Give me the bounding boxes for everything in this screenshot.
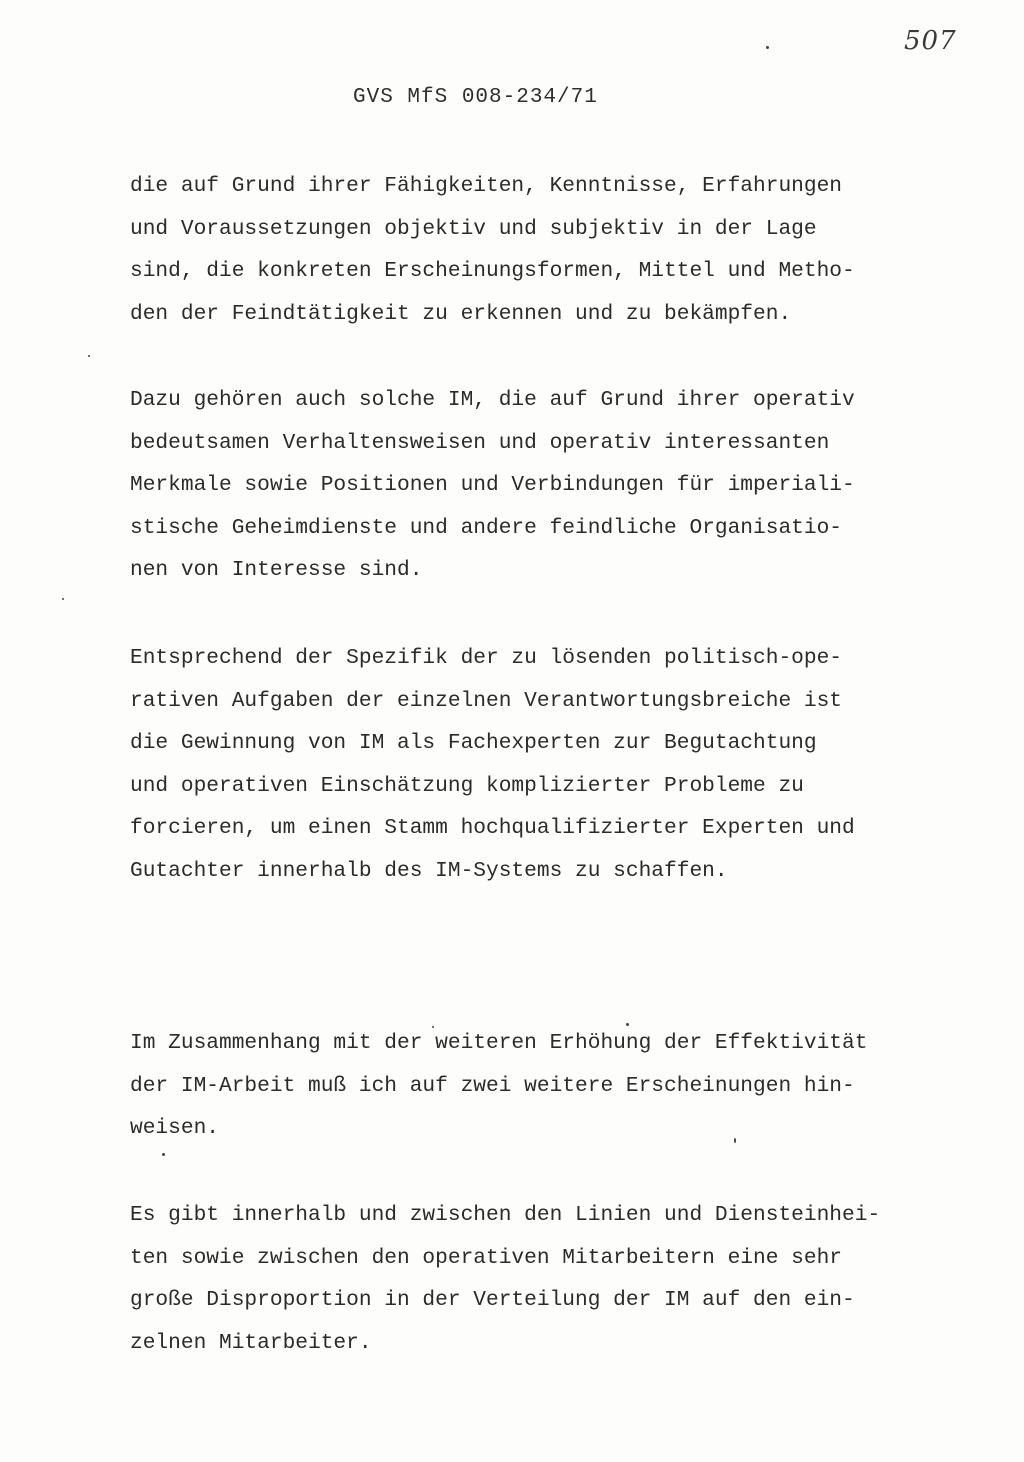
text-line: Merkmale sowie Positionen und Verbindungen für imperiali- [130, 473, 855, 497]
text-line: rativen Aufgaben der einzelnen Verantwortungsbreiche ist [130, 688, 843, 713]
text-line: die Gewinnung von IM als Fachexperten zur Begutachtung [130, 731, 817, 755]
text-line: Entsprechend der Spezifik der zu lösenden politisch-ope- [130, 646, 843, 670]
page-number: 507 [904, 26, 957, 56]
text-line: sind, die konkreten Erscheinungsformen, Mittel und Metho- [130, 259, 855, 283]
scan-speck [62, 598, 64, 600]
scan-speck [734, 1138, 736, 1143]
paragraph-1 [130, 165, 855, 335]
document-reference: GVS MfS 008-234/71 [353, 86, 598, 109]
text-line: weisen. [130, 1116, 220, 1140]
scan-speck [432, 1026, 434, 1028]
paragraph-5 [130, 1194, 880, 1364]
scan-speck [88, 355, 90, 357]
paragraph-3 [130, 637, 855, 892]
text-line: die auf Grund ihrer Fähigkeiten, Kenntnisse, Erfahrungen [130, 174, 843, 198]
scan-speck [162, 1153, 165, 1156]
text-line: nen von Interesse sind. [130, 558, 423, 582]
paragraph-4 [130, 1022, 867, 1150]
text-line: forcieren, um einen Stamm hochqualifizierter Experten und [130, 816, 855, 840]
text-line: bedeutsamen Verhaltensweisen und operativ interessanten [130, 430, 830, 455]
text-line: Es gibt innerhalb und zwischen den Linien und Diensteinhei- [130, 1203, 881, 1227]
text-line: ten sowie zwischen den operativen Mitarbeitern eine sehr [130, 1245, 843, 1270]
text-line: und Voraussetzungen objektiv und subjektiv in der Lage [130, 216, 817, 241]
paragraph-2 [130, 379, 855, 592]
text-line: und operativen Einschätzung komplizierter Probleme zu [130, 773, 804, 798]
text-line: Gutachter innerhalb des IM-Systems zu schaffen. [130, 858, 728, 883]
scan-speck [626, 1023, 629, 1026]
scan-speck [766, 46, 769, 49]
text-line: der IM-Arbeit muß ich auf zwei weitere Erscheinungen hin- [130, 1073, 855, 1098]
text-line: stische Geheimdienste und andere feindliche Organisatio- [130, 515, 843, 540]
text-line: den der Feindtätigkeit zu erkennen und zu bekämpfen. [130, 301, 792, 326]
text-line: zelnen Mitarbeiter. [130, 1330, 372, 1355]
text-line: Im Zusammenhang mit der weiteren Erhöhung der Effektivität [130, 1031, 868, 1055]
text-line: Dazu gehören auch solche IM, die auf Grund ihrer operativ [130, 388, 855, 412]
text-line: große Disproportion in der Verteilung der IM auf den ein- [130, 1288, 855, 1312]
